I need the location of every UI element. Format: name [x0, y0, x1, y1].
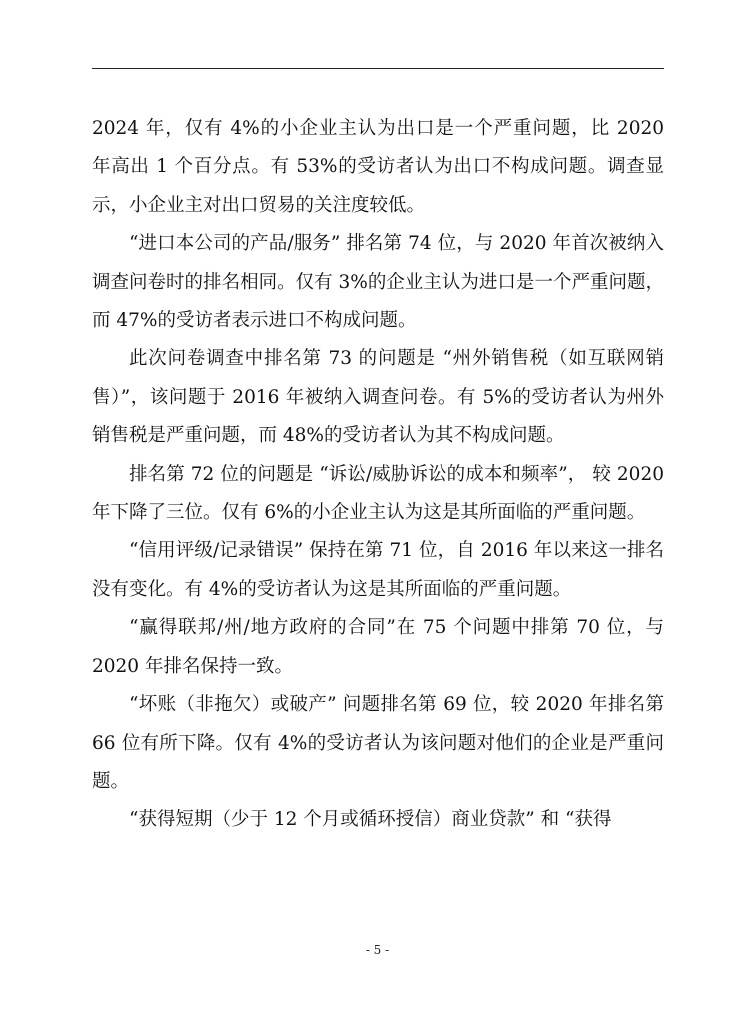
paragraph: “坏账（非拖欠）或破产” 问题排名第 69 位，较 2020 年排名第 66 位有所下降。仅有 4%的受访者认为该问题对他们的企业是严重问题。 [92, 694, 664, 792]
paragraph: “信用评级/记录错误” 保持在第 71 位，自 2016 年以来这一排名没有变化。有 4%的受访者认为这是其所面临的严重问题。 [92, 540, 664, 600]
paragraph-continuation: 2024 年，仅有 4%的小企业主认为出口是一个严重问题，比 2020 年高出 1 个百分点。有 53%的受访者认为出口不构成问题。调查显示，小企业主对出口贸易的关注度较低。 [92, 118, 664, 216]
body-text [92, 110, 664, 840]
paragraph: “获得短期（少于 12 个月或循环授信）商业贷款” 和 “获得 [129, 809, 612, 831]
page-number: - 5 - [365, 943, 390, 957]
paragraph: 排名第 72 位的问题是 “诉讼/威胁诉讼的成本和频率”， 较 2020 年下降了三位。仅有 6%的小企业主认为这是其所面临的严重问题。 [92, 463, 664, 524]
header-rule [92, 68, 664, 69]
paragraph: “进口本公司的产品/服务” 排名第 74 位，与 2020 年首次被纳入调查问卷时的排名相同。仅有 3%的企业主认为进口是一个严重问题，而 47%的受访者表示进口不构成问题。 [92, 233, 664, 332]
paragraph: “赢得联邦/州/地方政府的合同”在 75 个问题中排第 70 位，与 2020 年排名保持一致。 [92, 617, 664, 677]
paragraph: 此次问卷调查中排名第 73 的问题是 “州外销售税（如互联网销售）”，该问题于 2016 年被纳入调查问卷。有 5%的受访者认为州外销售税是严重问题，而 48%的受访者认为其不构成问题。 [92, 348, 664, 447]
